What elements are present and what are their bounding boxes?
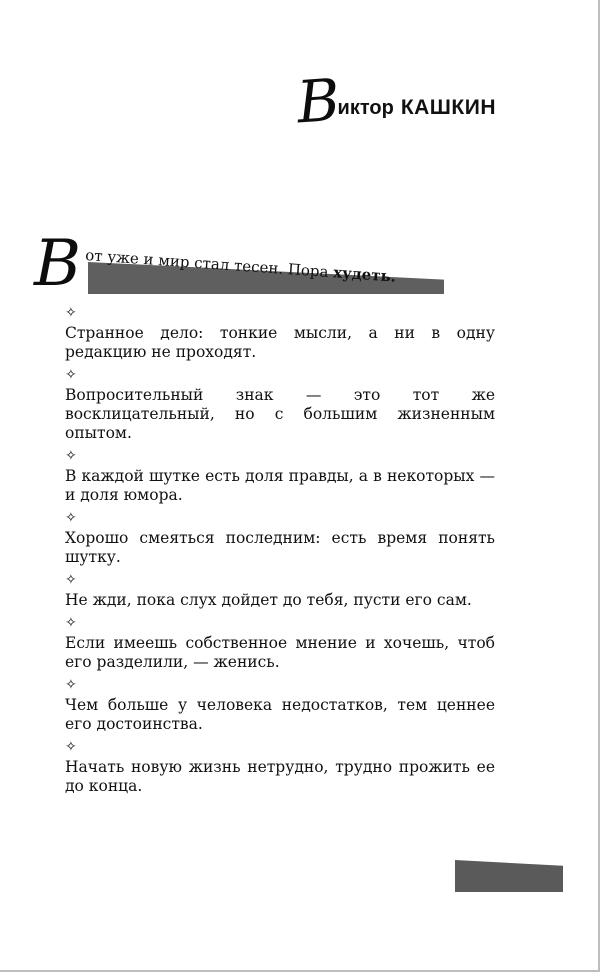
sparkle-icon: ✧ bbox=[65, 367, 77, 383]
aphorism-text: Не жди, пока слух дойдет до тебя, пусти его сам. bbox=[65, 591, 472, 609]
aphorism-text: Если имеешь собственное мнение и хочешь, чтоб его разделили, — женись. bbox=[65, 634, 495, 671]
sparkle-icon: ✧ bbox=[65, 572, 77, 588]
author-heading bbox=[294, 65, 496, 137]
aphorism-text: В каждой шутке есть доля правды, а в некоторых — и доля юмора. bbox=[65, 467, 495, 504]
intro-text: от уже и мир стал тесен. Пора bbox=[84, 246, 334, 282]
sparkle-icon: ✧ bbox=[65, 448, 77, 464]
author-first-name: иктор bbox=[337, 97, 394, 119]
aphorism bbox=[65, 306, 495, 362]
aphorism bbox=[65, 368, 495, 443]
aphorism bbox=[65, 678, 495, 734]
sparkle-icon: ✧ bbox=[65, 305, 77, 321]
sparkle-icon: ✧ bbox=[65, 510, 77, 526]
aphorism bbox=[65, 616, 495, 672]
aphorism-text: Странное дело: тонкие мысли, а ни в одну редакцию не проходят. bbox=[65, 324, 495, 361]
intro-dropcap: В bbox=[34, 227, 82, 301]
sparkle-icon: ✧ bbox=[65, 615, 77, 631]
aphorism-list bbox=[65, 306, 495, 802]
aphorism-text: Чем больше у человека недостатков, тем ценнее его достоинства. bbox=[65, 696, 495, 733]
sparkle-icon: ✧ bbox=[65, 739, 77, 755]
aphorism bbox=[65, 573, 495, 610]
aphorism-text: Хорошо смеяться последним: есть время понять шутку. bbox=[65, 529, 495, 566]
intro-block bbox=[34, 227, 474, 302]
intro-emphasis: худеть. bbox=[332, 263, 397, 286]
aphorism bbox=[65, 740, 495, 796]
aphorism bbox=[65, 449, 495, 505]
aphorism-text: Вопросительный знак — это тот же восклицательный, но с большим жизненным опытом. bbox=[65, 386, 495, 442]
author-initial: В bbox=[294, 65, 342, 137]
author-last-name: КАШКИН bbox=[400, 96, 496, 119]
sparkle-icon: ✧ bbox=[65, 677, 77, 693]
aphorism bbox=[65, 511, 495, 567]
aphorism-text: Начать новую жизнь нетрудно, трудно прожить ее до конца. bbox=[65, 758, 495, 795]
